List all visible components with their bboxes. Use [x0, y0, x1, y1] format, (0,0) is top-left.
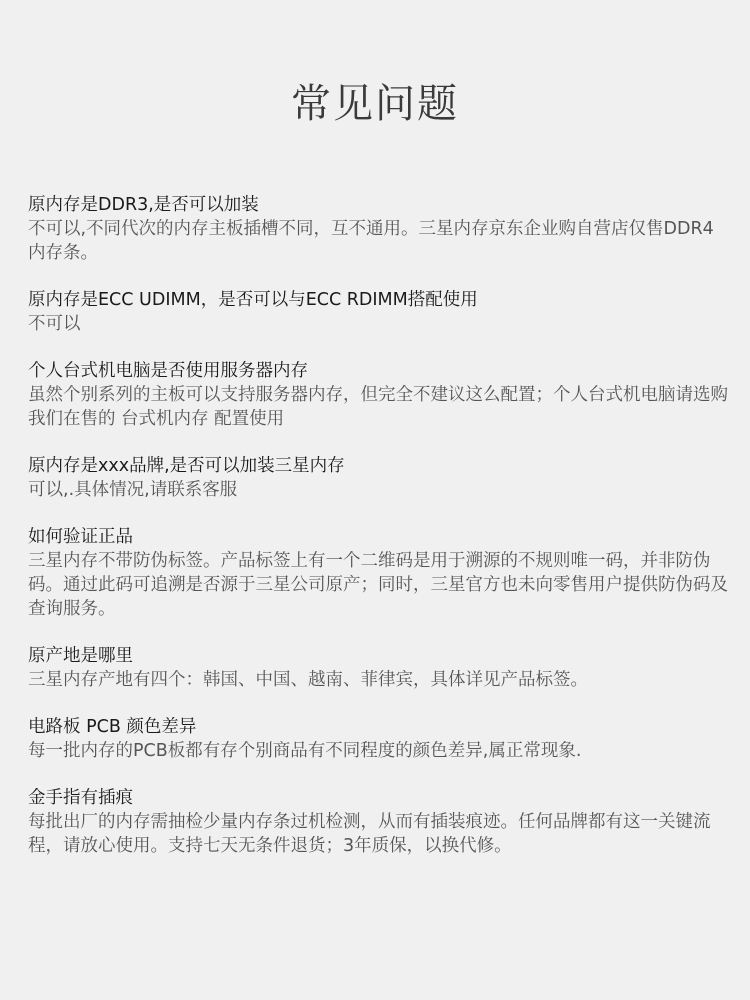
- faq-question: 原产地是哪里: [28, 646, 133, 666]
- faq-question: 原内存是xxx品牌,是否可以加装三星内存: [28, 456, 345, 476]
- faq-question: 金手指有插痕: [28, 788, 133, 808]
- page-title: 常见问题: [291, 81, 459, 127]
- faq-question: 如何验证正品: [28, 527, 133, 547]
- faq-question: 原内存是ECC UDIMM，是否可以与ECC RDIMM搭配使用: [28, 290, 478, 310]
- faq-answer: 不可以,不同代次的内存主板插槽不同，互不通用。三星内存京东企业购自营店仅售DDR4内存条。: [28, 219, 714, 263]
- faq-answer: 三星内存不带防伪标签。产品标签上有一个二维码是用于溯源的不规则唯一码，并非防伪码。通过此码可追溯是否源于三星公司原产；同时，三星官方也未向零售用户提供防伪码及查询服务。: [28, 551, 728, 619]
- faq-answer: 三星内存产地有四个：韩国、中国、越南、菲律宾，具体详见产品标签。: [28, 670, 588, 690]
- faq-item: [28, 715, 728, 763]
- faq-question: 电路板 PCB 颜色差异: [28, 717, 197, 737]
- faq-answer: 每一批内存的PCB板都有存个别商品有不同程度的颜色差异,属正常现象.: [28, 741, 582, 761]
- faq-question: 原内存是DDR3,是否可以加装: [28, 195, 259, 215]
- faq-item: [28, 454, 728, 502]
- faq-answer: 不可以: [28, 314, 81, 334]
- faq-item: [28, 525, 728, 621]
- faq-item: [28, 288, 728, 336]
- faq-item: [28, 644, 728, 692]
- faq-list: [28, 193, 728, 881]
- faq-answer: 可以,.具体情况,请联系客服: [28, 480, 238, 500]
- faq-question: 个人台式机电脑是否使用服务器内存: [28, 361, 308, 381]
- faq-answer: 每批出厂的内存需抽检少量内存条过机检测，从而有插装痕迹。任何品牌都有这一关键流程，请放心使用。支持七天无条件退货；3年质保，以换代修。: [28, 812, 711, 856]
- faq-item: [28, 359, 728, 431]
- faq-answer: 虽然个别系列的主板可以支持服务器内存，但完全不建议这么配置；个人台式机电脑请选购我们在售的 台式机内存 配置使用: [28, 385, 728, 429]
- faq-item: [28, 193, 728, 265]
- faq-item: [28, 786, 728, 858]
